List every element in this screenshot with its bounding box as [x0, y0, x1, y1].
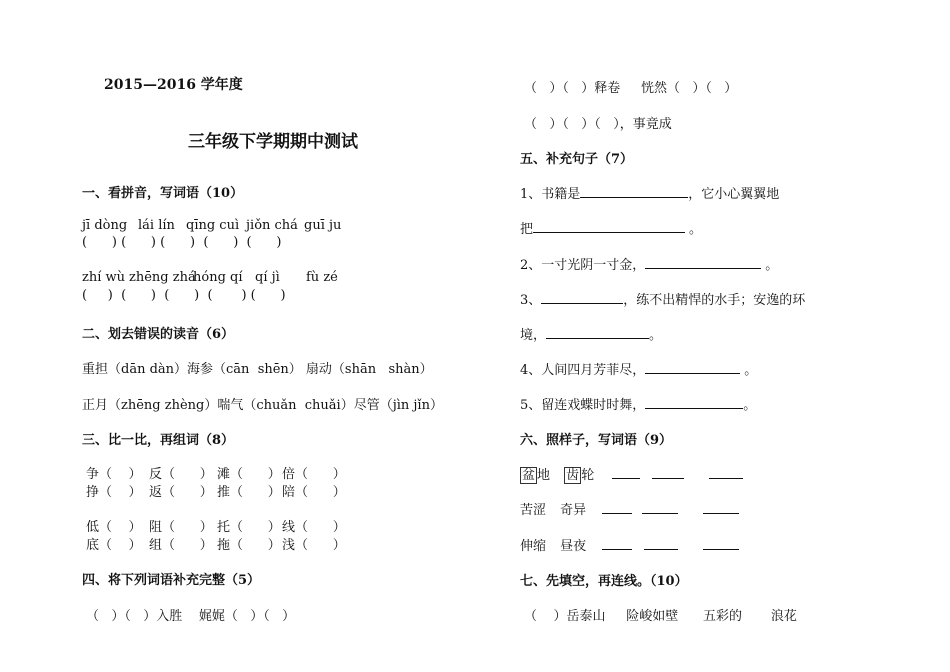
- sentence-text: 。: [689, 222, 703, 237]
- sentence-text: 。: [743, 398, 757, 413]
- sentence-text: 4、人间四月芳菲尽，: [520, 363, 646, 378]
- word-part: 地: [537, 468, 551, 483]
- section5-heading: 五、补充句子（7）: [520, 152, 634, 167]
- word-part: 轮: [581, 468, 595, 483]
- idiom-line-1[interactable]: （ ）（ ）入胜 娓娓（ ）（ ）: [86, 609, 296, 624]
- section1-heading: 一、看拼音，写词语（10）: [82, 186, 244, 201]
- compare-item[interactable]: 拖（ ）: [217, 538, 281, 553]
- boxed-char: 齿: [566, 468, 580, 483]
- sentence-1: [520, 183, 779, 202]
- pinyin-item: qí jì: [255, 270, 280, 285]
- compare-item[interactable]: 返（ ）: [149, 485, 213, 500]
- sentence-1-cont: [520, 218, 702, 237]
- answer-parens-row-2[interactable]: ( ) ( ) ( ) ( ) ( ): [82, 288, 286, 303]
- sentence-text: 把: [520, 222, 534, 237]
- blank-line[interactable]: [612, 466, 640, 479]
- sentence-text: 3、: [520, 293, 542, 308]
- sentence-5: [520, 394, 756, 413]
- blank-line[interactable]: [709, 466, 743, 479]
- compare-item[interactable]: 倍（ ）: [282, 467, 346, 482]
- reading-line-2: 正月（zhēng zhèng）喘气（chuǎn chuǎi）尽管（jìn jǐn）: [82, 398, 443, 413]
- compare-item[interactable]: 组（ ）: [149, 538, 213, 553]
- compare-item[interactable]: 陪（ ）: [282, 485, 346, 500]
- pinyin-item: zhēng zhá: [129, 270, 196, 285]
- blank-line[interactable]: [645, 396, 743, 409]
- pinyin-item: guī ju: [304, 218, 342, 233]
- pinyin-item: hóng qí: [193, 270, 243, 285]
- section6-heading: 六、照样子，写词语（9）: [520, 433, 673, 448]
- blank-line[interactable]: [652, 466, 684, 479]
- pinyin-item: lái lín: [138, 218, 175, 233]
- connect-line-1[interactable]: （ ）岳泰山 险峻如壁 五彩的 浪花: [524, 609, 797, 624]
- blank-line[interactable]: [580, 185, 688, 198]
- word: 奇异: [560, 503, 587, 518]
- blank-line[interactable]: [645, 256, 761, 269]
- blank-line[interactable]: [645, 361, 740, 374]
- blank-line[interactable]: [602, 537, 632, 550]
- section4-heading: 四、将下列词语补充完整（5）: [82, 573, 261, 588]
- section2-heading: 二、划去错误的读音（6）: [82, 327, 235, 342]
- sentence-text: 境，: [520, 328, 547, 343]
- pinyin-item: qīng cuì: [186, 218, 240, 233]
- blank-line[interactable]: [644, 537, 678, 550]
- idiom-line-3[interactable]: （ ）（ ）（ ），事竟成: [524, 117, 672, 132]
- word-row-2: [520, 499, 739, 518]
- sentence-4: [520, 359, 757, 378]
- answer-parens-row-1[interactable]: ( ) ( ) ( ) ( ) ( ): [82, 235, 282, 250]
- example-row: [520, 464, 743, 483]
- pinyin-item: jiǒn chá: [246, 218, 298, 233]
- blank-line[interactable]: [602, 501, 632, 514]
- boxed-char: 盆: [522, 468, 536, 483]
- word-row-3: [520, 535, 739, 554]
- blank-line[interactable]: [533, 220, 685, 233]
- word: 伸缩: [520, 539, 547, 554]
- compare-item[interactable]: 推（ ）: [217, 485, 281, 500]
- pinyin-item: jī dòng: [82, 218, 128, 233]
- compare-item[interactable]: 滩（ ）: [217, 467, 281, 482]
- sentence-text: 1、书籍是: [520, 187, 581, 202]
- sentence-text: ，练不出精悍的水手；安逸的环: [623, 293, 806, 308]
- school-year: 2015—2016 学年度: [104, 77, 243, 93]
- idiom-line-2[interactable]: （ ）（ ）释卷 恍然（ ）（ ）: [524, 81, 738, 96]
- compare-item[interactable]: 争（ ）: [86, 467, 142, 482]
- sentence-text: ，它小心翼翼地: [688, 187, 780, 202]
- pinyin-item: fù zé: [306, 270, 338, 285]
- sentence-text: 。: [765, 258, 779, 273]
- sentence-2: [520, 254, 778, 273]
- compare-item[interactable]: 线（ ）: [282, 520, 346, 535]
- section7-heading: 七、先填空，再连线。（10）: [520, 574, 688, 589]
- reading-line-1: 重担（dān dàn）海参（cān shēn） 扇动（shān shàn）: [82, 362, 433, 377]
- sentence-text: 。: [744, 363, 758, 378]
- compare-item[interactable]: 阻（ ）: [149, 520, 213, 535]
- blank-line[interactable]: [703, 501, 739, 514]
- pinyin-item: zhí wù: [82, 270, 126, 285]
- sentence-3-cont: [520, 324, 662, 343]
- compare-item[interactable]: 托（ ）: [217, 520, 281, 535]
- sentence-text: 5、留连戏蝶时时舞，: [520, 398, 646, 413]
- blank-line[interactable]: [541, 291, 623, 304]
- blank-line[interactable]: [642, 501, 678, 514]
- sentence-text: 2、一寸光阴一寸金，: [520, 258, 646, 273]
- compare-item[interactable]: 低（ ）: [86, 520, 142, 535]
- page-title: 三年级下学期期中测试: [188, 132, 358, 152]
- sentence-text: 。: [649, 328, 663, 343]
- compare-item[interactable]: 挣（ ）: [86, 485, 142, 500]
- compare-item[interactable]: 底（ ）: [86, 538, 142, 553]
- compare-item[interactable]: 反（ ）: [149, 467, 213, 482]
- word: 昼夜: [560, 539, 587, 554]
- section3-heading: 三、比一比，再组词（8）: [82, 433, 235, 448]
- word: 苦涩: [520, 503, 547, 518]
- blank-line[interactable]: [703, 537, 739, 550]
- sentence-3: [520, 289, 805, 308]
- blank-line[interactable]: [546, 326, 649, 339]
- compare-item[interactable]: 浅（ ）: [282, 538, 346, 553]
